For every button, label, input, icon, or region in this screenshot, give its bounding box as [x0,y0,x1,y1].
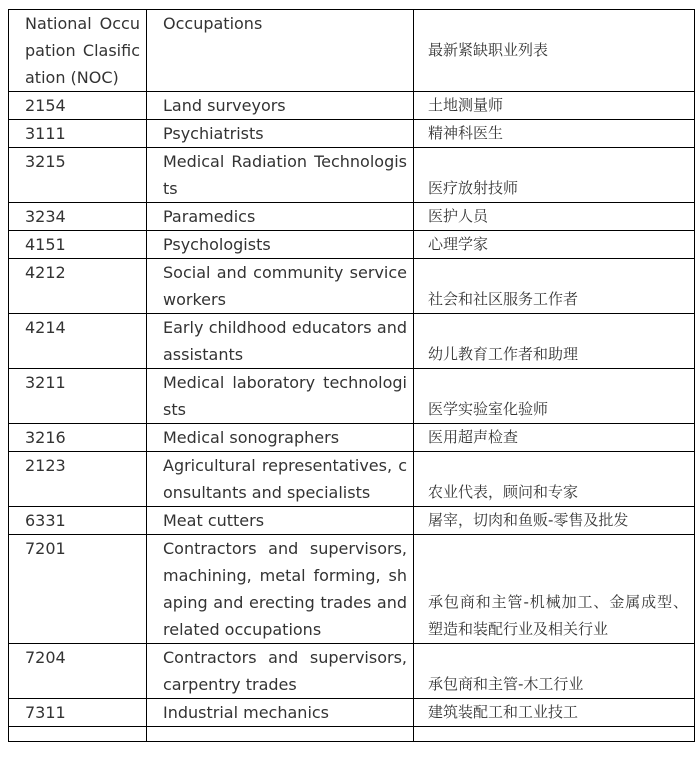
occupation-chinese: 医护人员 [414,203,695,231]
occupation-chinese: 社会和社区服务工作者 [414,259,695,314]
occupation-name: Social and community service workers [147,259,414,314]
empty-cell [9,727,147,742]
occupation-chinese: 承包商和主管-木工行业 [414,644,695,699]
table-row [9,314,695,369]
occupation-chinese: 屠宰，切肉和鱼贩-零售及批发 [414,507,695,535]
header-occupations: Occupations [147,10,414,92]
table-row-partial [9,727,695,742]
table-row [9,369,695,424]
noc-code: 7204 [9,644,147,699]
empty-cell [414,727,695,742]
occupation-name: Early childhood educators and assistants [147,314,414,369]
occupation-name: Paramedics [147,203,414,231]
occupation-name: Medical laboratory technologists [147,369,414,424]
noc-code: 2123 [9,452,147,507]
occupation-chinese: 建筑装配工和工业技工 [414,699,695,727]
table-row [9,644,695,699]
noc-code: 3234 [9,203,147,231]
noc-code: 3111 [9,120,147,148]
noc-code: 3211 [9,369,147,424]
noc-code: 4214 [9,314,147,369]
noc-code: 3215 [9,148,147,203]
table-row [9,259,695,314]
occupation-chinese: 医学实验室化验师 [414,369,695,424]
occupation-chinese: 幼儿教育工作者和助理 [414,314,695,369]
occupation-chinese: 精神科医生 [414,120,695,148]
table-header-row [9,10,695,92]
table-row [9,424,695,452]
table-body [9,10,695,742]
noc-code: 4151 [9,231,147,259]
table-row [9,699,695,727]
table-row [9,535,695,644]
table-row [9,452,695,507]
occupation-chinese: 土地测量师 [414,92,695,120]
occupation-name: Industrial mechanics [147,699,414,727]
occupation-name: Agricultural representatives, consultants and specialists [147,452,414,507]
noc-code: 6331 [9,507,147,535]
table-row [9,92,695,120]
occupation-name: Medical sonographers [147,424,414,452]
occupation-name: Contractors and supervisors, carpentry trades [147,644,414,699]
noc-code: 7311 [9,699,147,727]
noc-code: 7201 [9,535,147,644]
noc-code: 3216 [9,424,147,452]
occupation-chinese: 医疗放射技师 [414,148,695,203]
occupation-chinese: 医用超声检查 [414,424,695,452]
occupation-name: Meat cutters [147,507,414,535]
occupation-name: Medical Radiation Technologists [147,148,414,203]
occupation-table [8,9,695,742]
empty-cell [147,727,414,742]
table-row [9,231,695,259]
header-noc: National Occupation Clasification (NOC) [9,10,147,92]
occupation-name: Psychiatrists [147,120,414,148]
table-row [9,507,695,535]
noc-code: 2154 [9,92,147,120]
occupation-name: Land surveyors [147,92,414,120]
table-row [9,203,695,231]
occupation-chinese: 心理学家 [414,231,695,259]
occupation-chinese: 农业代表，顾问和专家 [414,452,695,507]
occupation-chinese: 承包商和主管-机械加工、金属成型、塑造和装配行业及相关行业 [414,535,695,644]
table-row [9,120,695,148]
occupation-name: Psychologists [147,231,414,259]
noc-code: 4212 [9,259,147,314]
occupation-name: Contractors and supervisors, machining, metal forming, shaping and erecting trades and related occupations [147,535,414,644]
header-chinese: 最新紧缺职业列表 [414,10,695,92]
table-row [9,148,695,203]
